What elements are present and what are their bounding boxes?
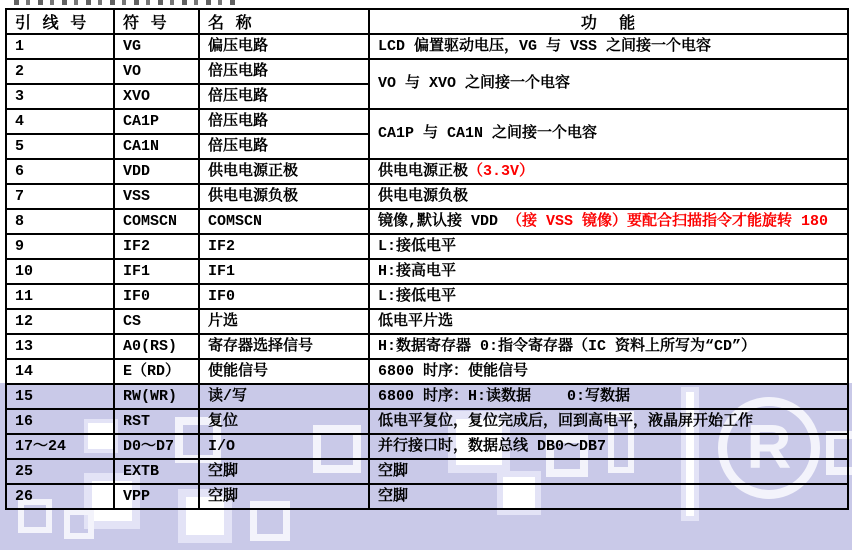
name-cell: 倍压电路 bbox=[199, 109, 369, 134]
symbol-cell: IF2 bbox=[114, 234, 199, 259]
pin-cell: 15 bbox=[6, 384, 114, 409]
table-row bbox=[6, 234, 848, 259]
table-row bbox=[6, 284, 848, 309]
name-cell: 供电电源正极 bbox=[199, 159, 369, 184]
table-row bbox=[6, 459, 848, 484]
pin-cell: 25 bbox=[6, 459, 114, 484]
pin-function-table bbox=[5, 8, 849, 510]
pin-cell: 8 bbox=[6, 209, 114, 234]
pin-cell: 16 bbox=[6, 409, 114, 434]
table-row bbox=[6, 159, 848, 184]
table-row bbox=[6, 484, 848, 509]
symbol-cell: CA1P bbox=[114, 109, 199, 134]
symbol-cell: RST bbox=[114, 409, 199, 434]
symbol-cell: VG bbox=[114, 34, 199, 59]
name-cell: IF0 bbox=[199, 284, 369, 309]
function-cell: 并行接口时，数据总线 DB0～DB7 bbox=[369, 434, 848, 459]
symbol-cell: XVO bbox=[114, 84, 199, 109]
name-cell: 倍压电路 bbox=[199, 134, 369, 159]
symbol-cell: VDD bbox=[114, 159, 199, 184]
table-row bbox=[6, 109, 848, 134]
function-cell: L:接低电平 bbox=[369, 234, 848, 259]
pin-cell: 10 bbox=[6, 259, 114, 284]
function-cell: 空脚 bbox=[369, 459, 848, 484]
name-cell: 倍压电路 bbox=[199, 59, 369, 84]
symbol-cell: VPP bbox=[114, 484, 199, 509]
function-cell: 空脚 bbox=[369, 484, 848, 509]
table-row bbox=[6, 309, 848, 334]
header-function: 功 能 bbox=[369, 9, 848, 34]
name-cell: IF1 bbox=[199, 259, 369, 284]
clipped-text-fragment bbox=[14, 0, 242, 5]
pin-cell: 17～24 bbox=[6, 434, 114, 459]
watermark-square bbox=[64, 509, 94, 539]
pin-cell: 12 bbox=[6, 309, 114, 334]
header-symbol: 符 号 bbox=[114, 9, 199, 34]
pin-cell: 5 bbox=[6, 134, 114, 159]
table-row bbox=[6, 434, 848, 459]
table-row bbox=[6, 59, 848, 84]
symbol-cell: IF0 bbox=[114, 284, 199, 309]
function-cell: CA1P 与 CA1N 之间接一个电容 bbox=[369, 109, 848, 159]
symbol-cell: E（RD） bbox=[114, 359, 199, 384]
table-header-row bbox=[6, 9, 848, 34]
name-cell: 寄存器选择信号 bbox=[199, 334, 369, 359]
symbol-cell: COMSCN bbox=[114, 209, 199, 234]
red-text: （3.3V） bbox=[468, 162, 535, 180]
function-cell: 低电平复位，复位完成后，回到高电平，液晶屏开始工作 bbox=[369, 409, 848, 434]
symbol-cell: EXTB bbox=[114, 459, 199, 484]
function-cell: 供电电源负极 bbox=[369, 184, 848, 209]
name-cell: 空脚 bbox=[199, 484, 369, 509]
header-name: 名 称 bbox=[199, 9, 369, 34]
name-cell: 倍压电路 bbox=[199, 84, 369, 109]
name-cell: 复位 bbox=[199, 409, 369, 434]
table-row bbox=[6, 334, 848, 359]
table-row bbox=[6, 209, 848, 234]
symbol-cell: CS bbox=[114, 309, 199, 334]
pin-cell: 7 bbox=[6, 184, 114, 209]
symbol-cell: IF1 bbox=[114, 259, 199, 284]
symbol-cell: D0～D7 bbox=[114, 434, 199, 459]
function-cell: 6800 时序：使能信号 bbox=[369, 359, 848, 384]
symbol-cell: VSS bbox=[114, 184, 199, 209]
pin-cell: 26 bbox=[6, 484, 114, 509]
pin-cell: 11 bbox=[6, 284, 114, 309]
function-cell: LCD 偏置驱动电压，VG 与 VSS 之间接一个电容 bbox=[369, 34, 848, 59]
watermark-letter: R bbox=[746, 413, 792, 482]
table-body bbox=[6, 34, 848, 509]
function-cell: 6800 时序：H:读数据 0:写数据 bbox=[369, 384, 848, 409]
function-cell: 供电电源正极（3.3V） bbox=[369, 159, 848, 184]
symbol-cell: CA1N bbox=[114, 134, 199, 159]
function-cell: L:接低电平 bbox=[369, 284, 848, 309]
function-cell: VO 与 XVO 之间接一个电容 bbox=[369, 59, 848, 109]
table-row bbox=[6, 384, 848, 409]
pin-cell: 6 bbox=[6, 159, 114, 184]
pin-cell: 4 bbox=[6, 109, 114, 134]
function-cell: 低电平片选 bbox=[369, 309, 848, 334]
symbol-cell: RW(WR) bbox=[114, 384, 199, 409]
function-cell: H:接高电平 bbox=[369, 259, 848, 284]
pin-cell: 2 bbox=[6, 59, 114, 84]
header-pin: 引 线 号 bbox=[6, 9, 114, 34]
name-cell: I/O bbox=[199, 434, 369, 459]
function-cell: H:数据寄存器 0:指令寄存器（IC 资料上所写为“CD”） bbox=[369, 334, 848, 359]
name-cell: 读/写 bbox=[199, 384, 369, 409]
pin-cell: 3 bbox=[6, 84, 114, 109]
pin-cell: 1 bbox=[6, 34, 114, 59]
table-row bbox=[6, 34, 848, 59]
name-cell: COMSCN bbox=[199, 209, 369, 234]
name-cell: 使能信号 bbox=[199, 359, 369, 384]
name-cell: 片选 bbox=[199, 309, 369, 334]
table-row bbox=[6, 359, 848, 384]
pin-cell: 13 bbox=[6, 334, 114, 359]
red-text: （接 VSS 镜像）要配合扫描指令才能旋转 180 bbox=[507, 212, 829, 230]
name-cell: 供电电源负极 bbox=[199, 184, 369, 209]
symbol-cell: A0(RS) bbox=[114, 334, 199, 359]
function-cell: 镜像,默认接 VDD （接 VSS 镜像）要配合扫描指令才能旋转 180 bbox=[369, 209, 848, 234]
name-cell: 空脚 bbox=[199, 459, 369, 484]
table-row bbox=[6, 184, 848, 209]
table-row bbox=[6, 409, 848, 434]
symbol-cell: VO bbox=[114, 59, 199, 84]
table-row bbox=[6, 259, 848, 284]
name-cell: 偏压电路 bbox=[199, 34, 369, 59]
pin-cell: 14 bbox=[6, 359, 114, 384]
name-cell: IF2 bbox=[199, 234, 369, 259]
pin-cell: 9 bbox=[6, 234, 114, 259]
